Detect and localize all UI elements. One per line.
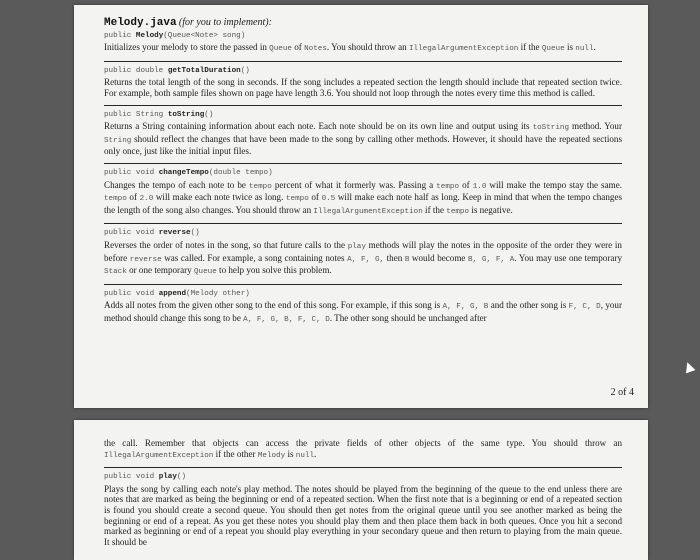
to-string-section: [104, 105, 622, 157]
to-string-description: Returns a String containing information about each note. Each note should be on its own line and output using its toString method. Your String should reflect the changes that have been made to the song by calling other methods. However, it should have the repeated sections only once, just like the initial input files.: [104, 121, 622, 157]
page-number: 2 of 4: [610, 387, 634, 398]
play-section: [104, 467, 622, 547]
document-page-3: [74, 420, 648, 560]
class-heading: [104, 17, 622, 29]
class-name: Melody.java: [104, 17, 177, 29]
append-description: Adds all notes from the given other song to the end of this song. For example, if this song is A, F, G, B and the other song is F, C, D, your method should change this song to be A, F, G, B, F, C, D. The other song should be unchanged after: [104, 300, 622, 324]
reverse-signature: public void reverse(): [104, 229, 200, 238]
change-tempo-signature: public void changeTempo(double tempo): [104, 168, 273, 177]
reverse-section: [104, 223, 622, 277]
play-description: Plays the song by calling each note's play method. The notes should be played from the beginning of the queue to the end unless there are notes that are marked as being the beginning or end of a repeated section. When the first note that is a beginning or end of a repeated section is found you should create a second queue. You should then get notes from the original queue until you see another marked as being the beginning or end of a repeat. As you get these notes you should play them and then place them back in both queues. Once you hit a second marked as beginning or end of a repeat you should play everything in your secondary queue and then return to playing from the main queue. It should be: [104, 483, 622, 547]
reverse-description: Reverses the order of notes in the song, so that future calls to the play methods will play the notes in the opposite of the order they were in before reverse was called. For example, a song containing notes A, F, G, then B would become B, G, F, A. You may use one temporary Stack or one temporary Queue to help you solve this problem.: [104, 239, 622, 277]
document-page-2: [74, 5, 648, 408]
class-note: (for you to implement):: [178, 17, 272, 28]
change-tempo-section: [104, 163, 622, 217]
append-signature: public void append(Melody other): [104, 289, 250, 298]
constructor-signature: public Melody(Queue<Note> song): [104, 31, 246, 40]
append-description-continued: the call. Remember that objects can access the private fields of other objects of the same type. You should throw an IllegalArgumentException if the other Melody is null.: [104, 438, 622, 460]
play-signature: public void play(): [104, 473, 187, 482]
constructor-section: [104, 31, 622, 55]
change-tempo-description: Changes the tempo of each note to be tempo percent of what it formerly was. Passing a tempo of 1.0 will make the tempo stay the same. tempo of 2.0 will make each note twice as long. tempo of 0.5 will make each note half as long. Keep in mind that when the tempo changes the length of the song also changes. You should throw an IllegalArgumentException if the tempo is negative.: [104, 179, 623, 216]
to-string-signature: public String toString(): [104, 110, 214, 119]
get-total-duration-signature: public double getTotalDuration(): [104, 66, 250, 75]
get-total-duration-section: [104, 61, 622, 99]
mouse-cursor-icon: [683, 361, 696, 374]
constructor-description: Initializes your melody to store the passed in Queue of Notes. You should throw an IllegalArgumentException if the Queue is null.: [104, 42, 596, 54]
append-section: [104, 284, 622, 326]
get-total-duration-description: Returns the total length of the song in seconds. If the song includes a repeated section the length should include that repeated section twice. For example, both sample files shown on page have length 3.6. You should not loop through the notes every time this method is called.: [104, 77, 622, 98]
append-continuation: [104, 438, 622, 461]
